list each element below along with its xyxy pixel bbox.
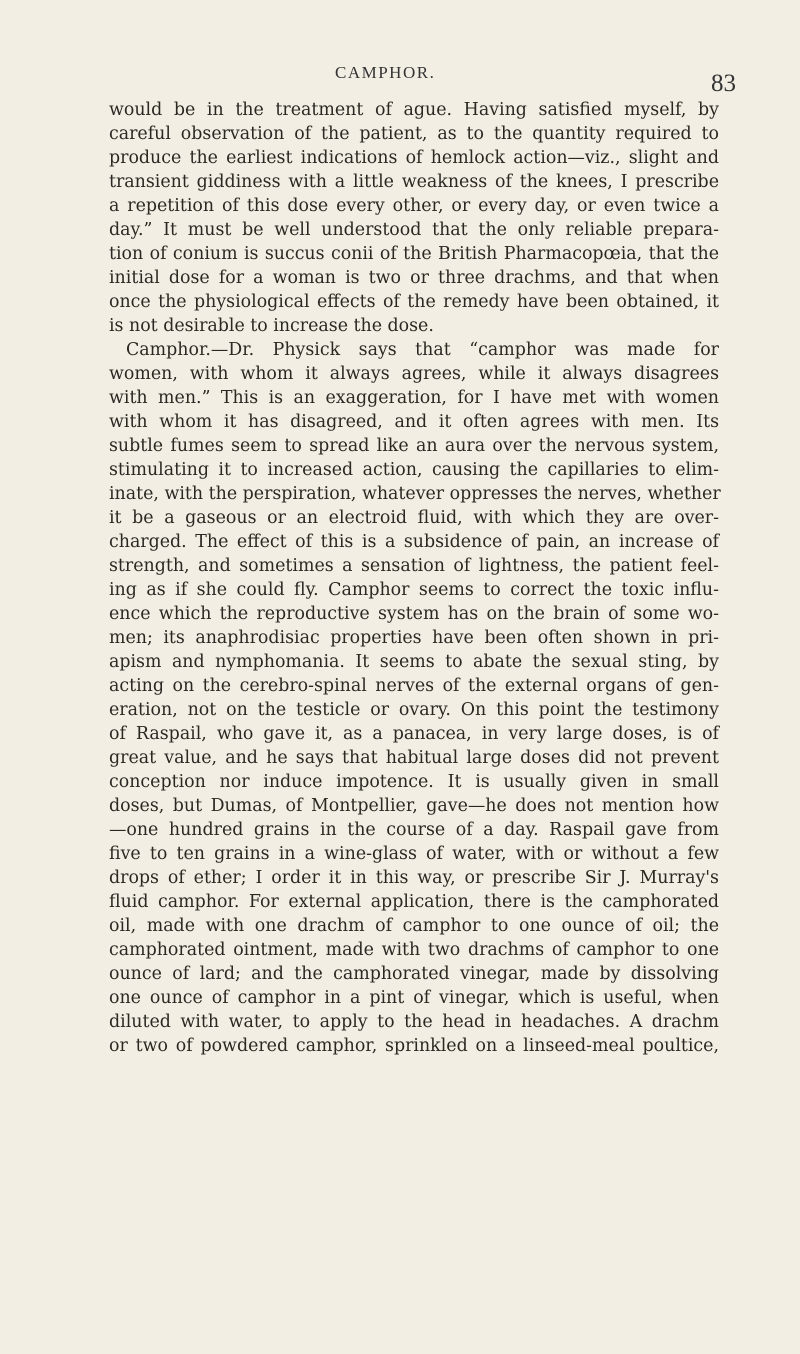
text-line: tion of conium is succus conii of the British Pharmacopœia, that the bbox=[109, 244, 719, 264]
text-line: would be in the treatment of ague. Having satisfied myself, by bbox=[109, 100, 719, 120]
text-line: transient giddiness with a little weakness of the knees, I prescribe bbox=[109, 172, 719, 192]
text-line: or two of powdered camphor, sprinkled on a linseed-meal poultice, bbox=[109, 1036, 719, 1056]
text-line: apism and nymphomania. It seems to abate the sexual sting, by bbox=[109, 652, 719, 672]
text-line: women, with whom it always agrees, while it always disagrees bbox=[109, 364, 719, 384]
text-line: acting on the cerebro-spinal nerves of the external organs of gen- bbox=[109, 676, 719, 696]
text-line: charged. The effect of this is a subsidence of pain, an increase of bbox=[109, 532, 719, 552]
text-line: stimulating it to increased action, causing the capillaries to elim- bbox=[109, 460, 719, 480]
text-line: oil, made with one drachm of camphor to one ounce of oil; the bbox=[109, 916, 719, 936]
text-line: five to ten grains in a wine-glass of water, with or without a few bbox=[109, 844, 719, 864]
text-line: ing as if she could fly. Camphor seems to correct the toxic influ- bbox=[109, 580, 719, 600]
text-line: one ounce of camphor in a pint of vinegar, which is useful, when bbox=[109, 988, 719, 1008]
text-line: initial dose for a woman is two or three drachms, and that when bbox=[109, 268, 719, 288]
running-head: CAMPHOR. bbox=[335, 63, 436, 82]
text-line: once the physiological effects of the remedy have been obtained, it bbox=[109, 292, 719, 312]
text-line: with men.” This is an exaggeration, for I have met with women bbox=[109, 388, 719, 408]
text-line: diluted with water, to apply to the head in headaches. A drachm bbox=[109, 1012, 719, 1032]
text-line: doses, but Dumas, of Montpellier, gave—he does not mention how bbox=[109, 796, 719, 816]
body-text bbox=[109, 98, 719, 1058]
text-line: Camphor.—Dr. Physick says that “camphor was made for bbox=[126, 340, 719, 360]
text-line: it be a gaseous or an electroid fluid, with which they are over- bbox=[109, 508, 719, 528]
text-line: is not desirable to increase the dose. bbox=[109, 316, 434, 336]
text-line: with whom it has disagreed, and it often agrees with men. Its bbox=[109, 412, 719, 432]
text-line: of Raspail, who gave it, as a panacea, in very large doses, is of bbox=[109, 724, 719, 744]
text-line: ounce of lard; and the camphorated vinegar, made by dissolving bbox=[109, 964, 719, 984]
page-number: 83 bbox=[711, 70, 736, 97]
text-line: careful observation of the patient, as to the quantity required to bbox=[109, 124, 719, 144]
text-line: men; its anaphrodisiac properties have been often shown in pri- bbox=[109, 628, 719, 648]
text-line: great value, and he says that habitual large doses did not prevent bbox=[109, 748, 719, 768]
text-line: eration, not on the testicle or ovary. On this point the testimony bbox=[109, 700, 719, 720]
text-line: produce the earliest indications of hemlock action—viz., slight and bbox=[109, 148, 719, 168]
text-line: a repetition of this dose every other, or every day, or even twice a bbox=[109, 196, 719, 216]
text-line: —one hundred grains in the course of a day. Raspail gave from bbox=[109, 820, 719, 840]
text-line: drops of ether; I order it in this way, or prescribe Sir J. Murray's bbox=[109, 868, 719, 888]
text-line: day.” It must be well understood that the only reliable prepara- bbox=[109, 220, 719, 240]
text-line: subtle fumes seem to spread like an aura over the nervous system, bbox=[109, 436, 719, 456]
text-line: fluid camphor. For external application, there is the camphorated bbox=[109, 892, 719, 912]
text-line: camphorated ointment, made with two drachms of camphor to one bbox=[109, 940, 719, 960]
text-line: ence which the reproductive system has on the brain of some wo- bbox=[109, 604, 719, 624]
text-line: inate, with the perspiration, whatever oppresses the nerves, whether bbox=[109, 484, 721, 504]
text-line: strength, and sometimes a sensation of lightness, the patient feel- bbox=[109, 556, 719, 576]
text-line: conception nor induce impotence. It is usually given in small bbox=[109, 772, 719, 792]
